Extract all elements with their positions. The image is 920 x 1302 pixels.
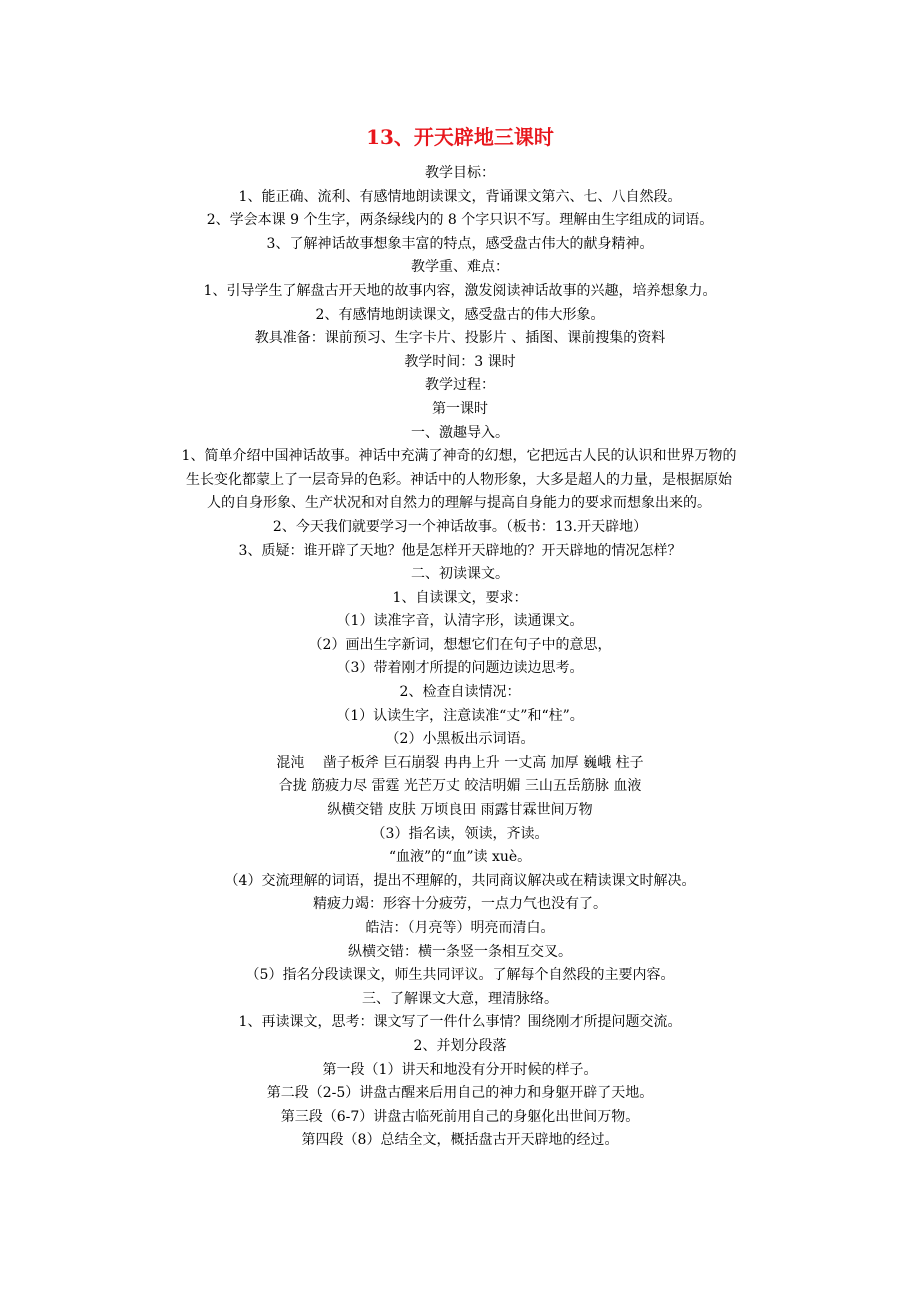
text-line: 第一段（1）讲天和地没有分开时候的样子。 [322,1061,598,1078]
text-line: 生长变化都蒙上了一层奇异的色彩。神话中的人物形象，大多是超人的力量，是根据原始 [186,471,732,488]
text-line: （5）指名分段读课文，师生共同评议。了解每个自然段的主要内容。 [245,967,675,984]
text-line: （3）带着刚才所提的问题边读边思考。 [336,660,584,677]
text-line: 1、能正确、流利、有感情地朗读课文，背诵课文第六、七、八自然段。 [238,188,682,205]
vocab-line: 合拢 筋疲力尽 雷霆 光芒万丈 皎洁明媚 三山五岳筋脉 血液 [278,778,642,795]
text-line: “血液”的“血”读 xuè。 [388,849,532,866]
text-line: 第一课时 [432,400,488,417]
text-line: 三、了解课文大意，理清脉络。 [362,990,558,1007]
text-line: （1）认读生字，注意读准“丈”和“柱”。 [336,707,584,724]
document-body [0,162,920,1153]
vocab-line: 混沌 凿子板斧 巨石崩裂 冉冉上升 一丈高 加厚 巍峨 柱子 [276,754,644,771]
text-line: 2、今天我们就要学习一个神话故事。（板书：13.开天辟地） [272,518,648,535]
text-line: 1、简单介绍中国神话故事。神话中充满了神奇的幻想，它把远古人民的认识和世界万物的 [181,448,737,465]
text-line: 教学目标： [425,165,495,181]
text-line: 二、初读课文。 [411,566,509,583]
text-line: 第二段（2-5）讲盘古醒来后用自己的神力和身躯开辟了天地。 [266,1085,654,1102]
vocab-line: 纵横交错 皮肤 万顷良田 雨露甘霖世间万物 [327,802,593,819]
text-line: 第四段（8）总结全文，概括盘古开天辟地的经过。 [301,1132,619,1149]
text-line: （3）指名读，领读，齐读。 [371,825,549,842]
text-line: 教学时间：3 课时 [404,353,516,370]
text-line: 1、引导学生了解盘古开天地的故事内容，激发阅读神话故事的兴趣，培养想象力。 [203,282,717,299]
text-line: （2）小黑板出示词语。 [385,731,535,748]
document-title: 13、开天辟地三课时 [366,125,554,149]
text-line: 3、质疑：谁开辟了天地？他是怎样开天辟地的？开天辟地的情况怎样？ [238,542,682,559]
text-line: 皓洁：（月亮等）明亮而清白。 [365,920,555,936]
text-line: 2、并划分段落 [413,1037,507,1054]
text-line: 人的自身形象、生产状况和对自然力的理解与提高自身能力的要求而想象出来的。 [207,495,711,512]
text-line: （1）读准字音，认清字形，读通课文。 [336,613,584,630]
intro-paragraph [140,445,780,516]
text-line: 1、再读课文，思考：课文写了一件什么事情？围绕刚才所提问题交流。 [238,1014,682,1031]
text-line: 1、自读课文，要求： [392,589,528,606]
text-line: （2）画出生字新词，想想它们在句子中的意思， [308,636,612,653]
text-line: 教学重、难点： [411,259,509,276]
text-line: （4）交流理解的词语，提出不理解的，共同商议解决或在精读课文时解决。 [224,872,696,889]
text-line: 纵横交错：横一条竖一条相互交叉。 [348,943,572,960]
text-line: 教学过程： [425,377,495,394]
text-line: 2、有感情地朗读课文，感受盘古的伟大形象。 [315,306,605,323]
text-line: 教具准备：课前预习、生字卡片、投影片 、插图、课前搜集的资料 [254,330,666,347]
text-line: 一、激趣导入。 [411,424,509,441]
text-line: 2、检查自读情况： [399,684,521,701]
text-line: 第三段（6-7）讲盘古临死前用自己的身躯化出世间万物。 [280,1108,640,1125]
text-line: 3、了解神话故事想象丰富的特点，感受盘古伟大的献身精神。 [266,235,654,252]
text-line: 2、学会本课 9 个生字，两条绿线内的 8 个字只识不写。理解由生字组成的词语。 [206,212,714,229]
text-line: 精疲力竭：形容十分疲劳，一点力气也没有了。 [313,896,607,913]
